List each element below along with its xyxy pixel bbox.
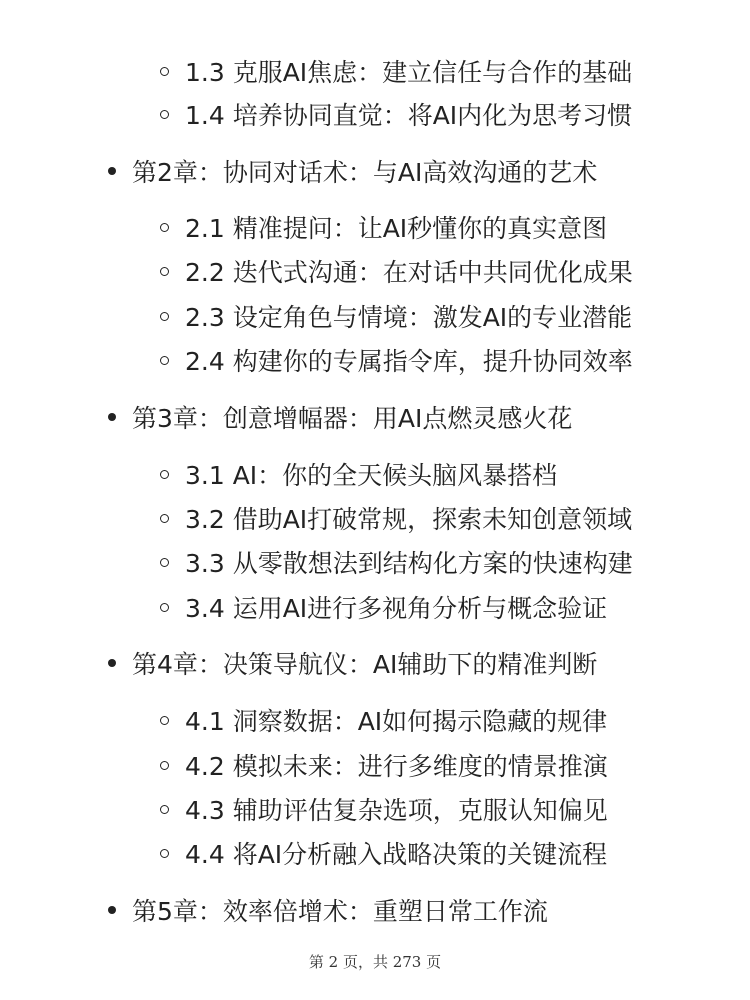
subsection-label: 4.1 洞察数据：AI如何揭示隐藏的规律 (185, 707, 608, 736)
subsection-label: 2.1 精准提问：让AI秒懂你的真实意图 (185, 214, 608, 243)
subsection-item (160, 842, 607, 867)
chapter-item (108, 899, 548, 924)
subsection-item (160, 596, 607, 621)
circle-bullet-icon (160, 558, 169, 567)
circle-bullet-icon (160, 805, 169, 814)
disc-bullet-icon (108, 413, 116, 421)
chapter-label: 第3章：创意增幅器：用AI点燃灵感火花 (132, 404, 573, 433)
subsection-label: 4.4 将AI分析融入战略决策的关键流程 (185, 840, 608, 869)
circle-bullet-icon (160, 67, 169, 76)
subsection-label: 2.4 构建你的专属指令库，提升协同效率 (185, 347, 633, 376)
subsection-label: 3.1 AI：你的全天候头脑风暴搭档 (185, 461, 558, 490)
subsection-item (160, 507, 632, 532)
chapter-item (108, 160, 597, 185)
circle-bullet-icon (160, 514, 169, 523)
subsection-label: 2.3 设定角色与情境：激发AI的专业潜能 (185, 303, 633, 332)
subsection-item (160, 798, 608, 823)
subsection-item (160, 754, 608, 779)
circle-bullet-icon (160, 716, 169, 725)
subsection-label: 4.2 模拟未来：进行多维度的情景推演 (185, 752, 608, 781)
disc-bullet-icon (108, 167, 116, 175)
chapter-item (108, 652, 597, 677)
subsection-item (160, 551, 633, 576)
circle-bullet-icon (160, 603, 169, 612)
subsection-item (160, 60, 632, 85)
subsection-label: 1.4 培养协同直觉：将AI内化为思考习惯 (185, 101, 633, 130)
circle-bullet-icon (160, 223, 169, 232)
circle-bullet-icon (160, 356, 169, 365)
subsection-item (160, 216, 607, 241)
disc-bullet-icon (108, 906, 116, 914)
subsection-item (160, 305, 632, 330)
subsection-item (160, 463, 557, 488)
subsection-label: 4.3 辅助评估复杂选项，克服认知偏见 (185, 796, 608, 825)
circle-bullet-icon (160, 849, 169, 858)
circle-bullet-icon (160, 110, 169, 119)
subsection-item (160, 260, 633, 285)
circle-bullet-icon (160, 470, 169, 479)
subsection-item (160, 349, 633, 374)
subsection-label: 3.2 借助AI打破常规，探索未知创意领域 (185, 505, 633, 534)
subsection-label: 3.3 从零散想法到结构化方案的快速构建 (185, 549, 633, 578)
circle-bullet-icon (160, 267, 169, 276)
circle-bullet-icon (160, 312, 169, 321)
page-number-footer: 第 2 页，共 273 页 (308, 953, 442, 971)
subsection-item (160, 103, 632, 128)
subsection-label: 2.2 迭代式沟通：在对话中共同优化成果 (185, 258, 633, 287)
chapter-label: 第4章：决策导航仪：AI辅助下的精准判断 (132, 650, 598, 679)
circle-bullet-icon (160, 761, 169, 770)
subsection-item (160, 709, 607, 734)
chapter-label: 第2章：协同对话术：与AI高效沟通的艺术 (132, 158, 598, 187)
disc-bullet-icon (108, 659, 116, 667)
subsection-label: 3.4 运用AI进行多视角分析与概念验证 (185, 594, 608, 623)
chapter-item (108, 406, 572, 431)
subsection-label: 1.3 克服AI焦虑：建立信任与合作的基础 (185, 58, 633, 87)
chapter-label: 第5章：效率倍增术：重塑日常工作流 (132, 897, 548, 926)
